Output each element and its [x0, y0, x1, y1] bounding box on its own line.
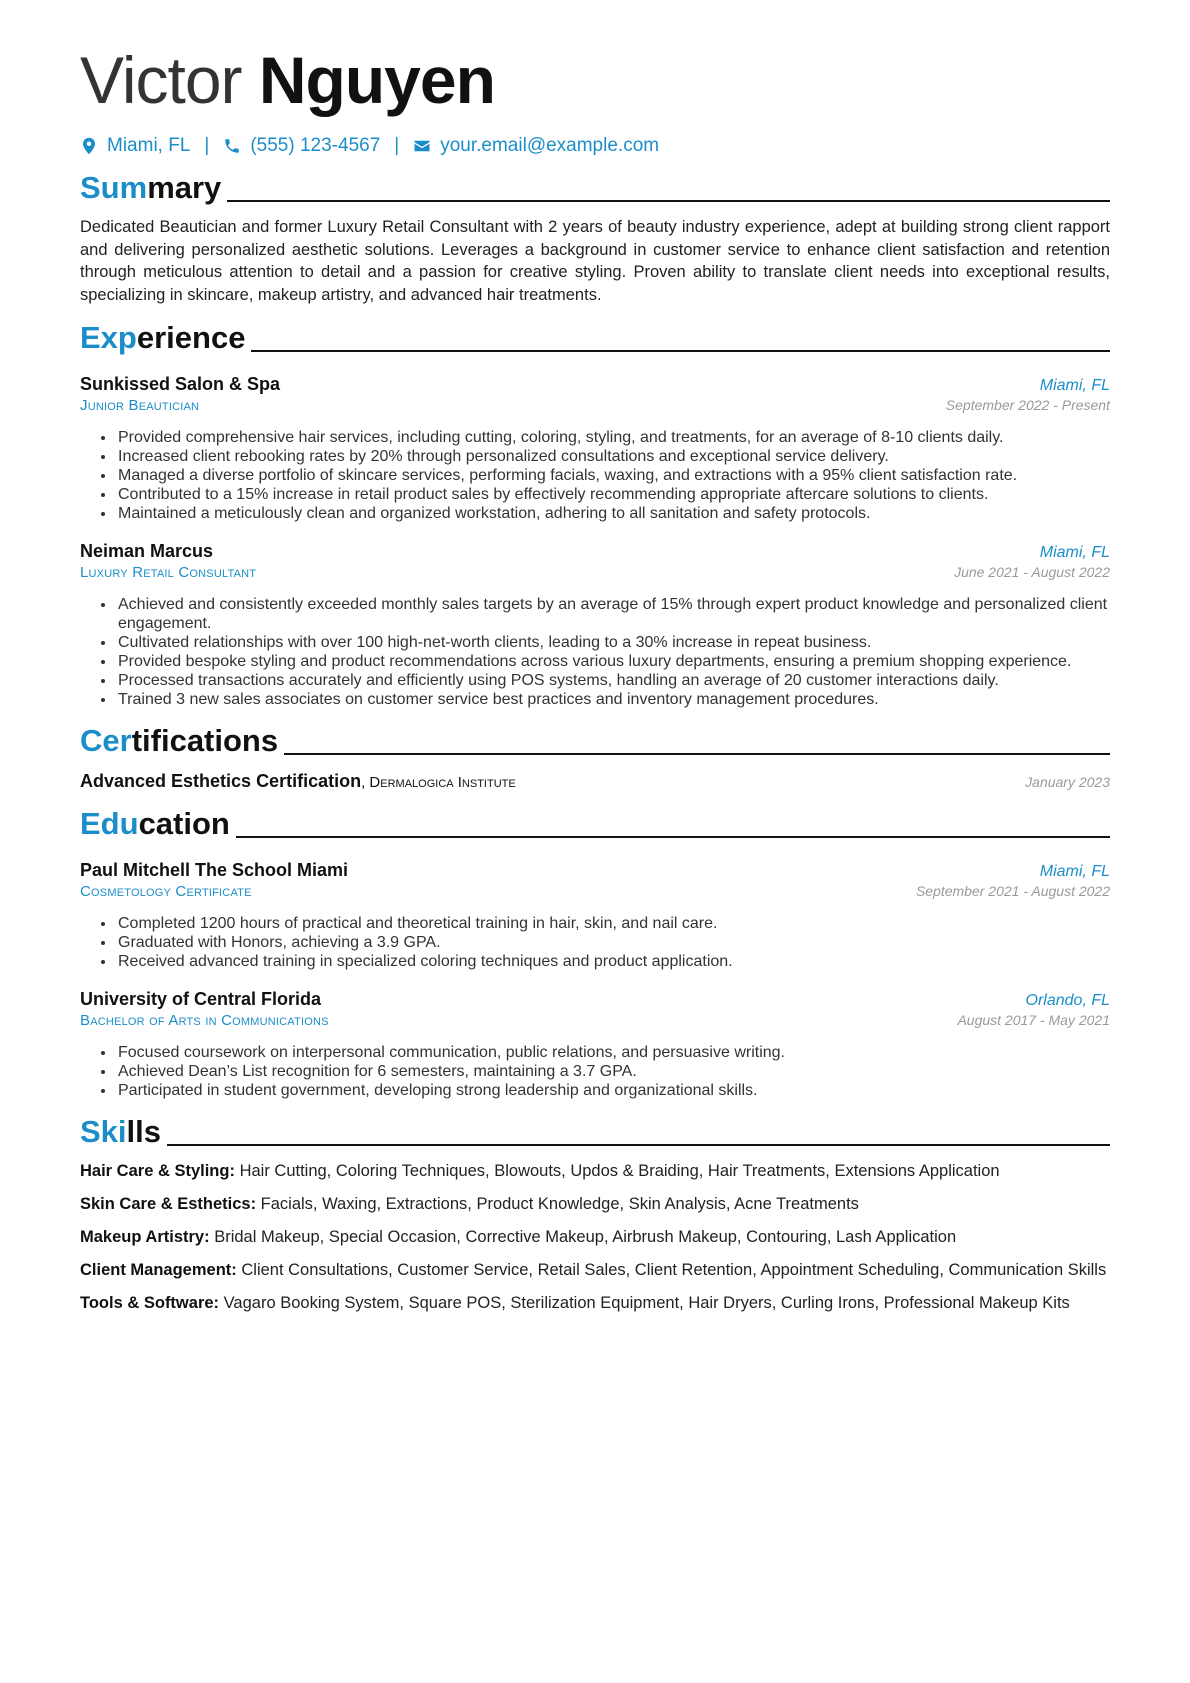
- skill-category: Client Management:: [80, 1261, 237, 1279]
- contact-email[interactable]: [413, 135, 659, 157]
- list-item: • Maintained a meticulously clean and organized workstation, adhering to all sanitation and safety protocols.: [116, 504, 1110, 523]
- last-name: Nguyen: [258, 43, 495, 117]
- phone-icon: [223, 137, 241, 155]
- degree-title: Cosmetology Certificate: [80, 883, 252, 900]
- list-item: • Provided bespoke styling and product recommendations across various luxury departments, ensuring a premium shopping experience.: [116, 652, 1110, 671]
- skills-heading: Skills: [80, 1108, 1110, 1152]
- skill-values: Bridal Makeup, Special Occasion, Corrective Makeup, Airbrush Makeup, Contouring, Lash Application: [214, 1228, 957, 1246]
- list-item: • Processed transactions accurately and efficiently using POS systems, handling an average of 20 customer interactions daily.: [116, 671, 1110, 690]
- list-item: • Increased client rebooking rates by 20% through personalized consultations and exceptional service delivery.: [116, 447, 1110, 466]
- list-item: • Participated in student government, developing strong leadership and organizational skills.: [116, 1081, 1110, 1100]
- location-text: Miami, FL: [107, 135, 191, 156]
- job-title: Junior Beautician: [80, 397, 200, 414]
- list-item: • Managed a diverse portfolio of skincare services, performing facials, waxing, and extractions with a 95% client satisfaction rate.: [116, 466, 1110, 485]
- contact-location: [80, 135, 190, 157]
- section-divider: [227, 200, 1110, 202]
- section-divider: [167, 1144, 1110, 1146]
- employer-name: Neiman Marcus: [80, 541, 214, 561]
- list-item: • Provided comprehensive hair services, including cutting, coloring, styling, and treatments, for an average of 8-10 clients daily.: [116, 428, 1110, 447]
- skill-values: Hair Cutting, Coloring Techniques, Blowouts, Updos & Braiding, Hair Treatments, Extensions Application: [239, 1162, 1000, 1180]
- certifications-heading: Certifications: [80, 717, 1110, 761]
- list-item: • Achieved and consistently exceeded monthly sales targets by an average of 15% through expert product knowledge and personalized client engagement.: [116, 595, 1110, 633]
- summary-heading: Summary: [80, 164, 1110, 208]
- job-title: Luxury Retail Consultant: [80, 564, 257, 581]
- skills-list: [80, 1160, 1110, 1314]
- degree-title: Bachelor of Arts in Communications: [80, 1012, 329, 1029]
- education-dates: September 2021 - August 2022: [915, 883, 1110, 899]
- contact-separator: |: [204, 135, 210, 156]
- certification-title: Advanced Esthetics Certification: [80, 771, 362, 791]
- employer-name: Sunkissed Salon & Spa: [80, 374, 281, 394]
- list-item: • Completed 1200 hours of practical and theoretical training in hair, skin, and nail care.: [116, 914, 1110, 933]
- section-divider: [251, 350, 1110, 352]
- email-link: your.email@example.com: [440, 135, 660, 156]
- map-marker-icon: [80, 137, 98, 155]
- skill-row: [80, 1226, 1110, 1248]
- education-bullets: [80, 1043, 1110, 1100]
- candidate-name: [80, 38, 1110, 122]
- skill-values: Client Consultations, Customer Service, Retail Sales, Client Retention, Appointment Scheduling, Communication Skills: [241, 1261, 1107, 1279]
- skill-row: [80, 1292, 1110, 1314]
- education-heading: Education: [80, 800, 1110, 844]
- school-name: Paul Mitchell The School Miami: [80, 860, 349, 880]
- employer-location: Miami, FL: [1039, 377, 1110, 394]
- contact-bar: [80, 132, 1110, 160]
- education-dates: August 2017 - May 2021: [957, 1012, 1110, 1028]
- employer-location: Miami, FL: [1039, 544, 1110, 561]
- list-item: • Contributed to a 15% increase in retail product sales by effectively recommending appropriate aftercare solutions to clients.: [116, 485, 1110, 504]
- job-dates: June 2021 - August 2022: [954, 564, 1110, 580]
- skill-row: [80, 1259, 1110, 1281]
- skill-category: Hair Care & Styling:: [80, 1162, 235, 1180]
- certification-institution: Dermalogica Institute: [369, 774, 516, 791]
- school-name: University of Central Florida: [80, 989, 322, 1009]
- job-dates: September 2022 - Present: [945, 397, 1110, 413]
- experience-entry: [80, 372, 1110, 523]
- skill-category: Makeup Artistry:: [80, 1228, 210, 1246]
- phone-text: (555) 123-4567: [250, 135, 381, 156]
- skill-category: Tools & Software:: [80, 1294, 220, 1312]
- list-item: • Received advanced training in specialized coloring techniques and product application.: [116, 952, 1110, 971]
- list-item: • Focused coursework on interpersonal communication, public relations, and persuasive writing.: [116, 1043, 1110, 1062]
- education-entry: [80, 858, 1110, 971]
- education-bullets: [80, 914, 1110, 971]
- skill-values: Vagaro Booking System, Square POS, Sterilization Equipment, Hair Dryers, Curling Irons, Professional Makeup Kits: [223, 1294, 1070, 1312]
- experience-heading: Experience: [80, 314, 1110, 358]
- job-bullets: [80, 595, 1110, 709]
- summary-text: Dedicated Beautician and former Luxury Retail Consultant with 2 years of beauty industry experience, adept at building strong client rapport and delivering personalized aesthetic solutions. Leverages a background in customer service to enhance client satisfaction and retention through meticulous attention to detail and a passion for creative styling. Proven ability to translate client needs into exceptional results, specializing in skincare, makeup artistry, and advanced hair treatments.: [80, 218, 1110, 304]
- skill-row: [80, 1193, 1110, 1215]
- section-divider: [284, 753, 1110, 755]
- list-item: • Achieved Dean’s List recognition for 6 semesters, maintaining a 3.7 GPA.: [116, 1062, 1110, 1081]
- contact-separator: |: [394, 135, 400, 156]
- school-location: Orlando, FL: [1025, 992, 1110, 1009]
- first-name: Victor: [80, 43, 242, 117]
- list-item: • Cultivated relationships with over 100 high-net-worth clients, leading to a 30% increase in repeat business.: [116, 633, 1110, 652]
- certification-date: January 2023: [1025, 774, 1110, 790]
- skill-category: Skin Care & Esthetics:: [80, 1195, 257, 1213]
- experience-entry: [80, 539, 1110, 709]
- section-divider: [236, 836, 1110, 838]
- school-location: Miami, FL: [1039, 863, 1110, 880]
- education-entry: [80, 987, 1110, 1100]
- list-item: • Graduated with Honors, achieving a 3.9 GPA.: [116, 933, 1110, 952]
- envelope-icon: [413, 137, 431, 155]
- list-item: • Trained 3 new sales associates on customer service best practices and inventory management procedures.: [116, 690, 1110, 709]
- certification-item: Advanced Esthetics Certification, Dermalogica Institute January 2023: [80, 771, 1110, 791]
- contact-phone[interactable]: [223, 135, 380, 157]
- skill-values: Facials, Waxing, Extractions, Product Knowledge, Skin Analysis, Acne Treatments: [260, 1195, 859, 1213]
- skill-row: [80, 1160, 1110, 1182]
- job-bullets: [80, 428, 1110, 523]
